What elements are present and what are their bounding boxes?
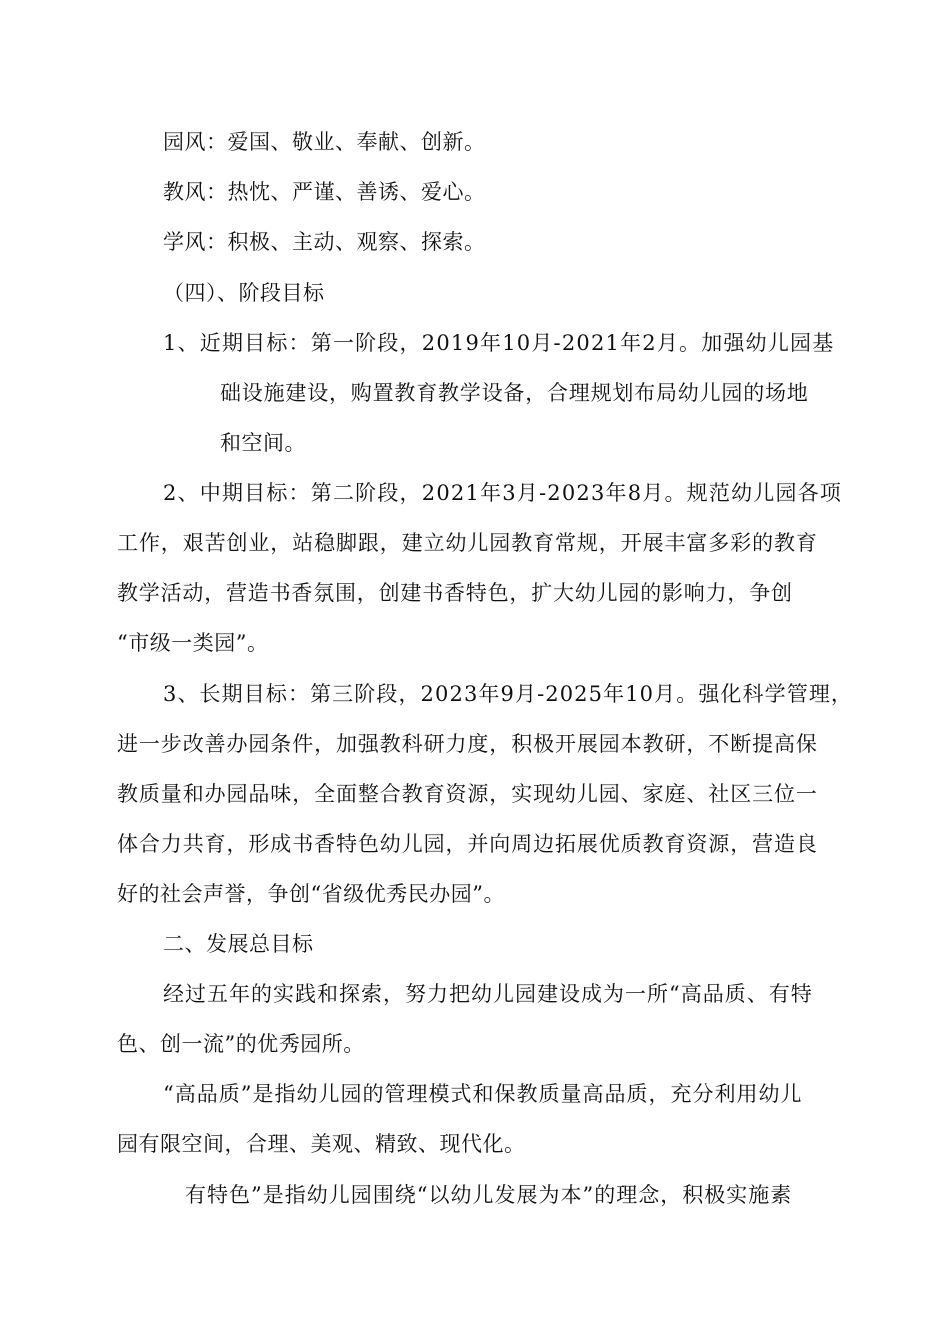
long-term-goal-line-1: 3、长期目标：第三阶段，2023年9月-2025年10月。强化科学管理，: [163, 682, 854, 706]
mid-term-goal-line-2: 工作，艰苦创业，站稳脚跟，建立幼儿园教育常规，开展丰富多彩的教育: [117, 531, 818, 555]
overall-goal-line-2: 色、创一流”的优秀园所。: [117, 1032, 365, 1056]
long-term-goal-line-5: 好的社会声誉，争创“省级优秀民办园”。: [117, 882, 505, 906]
section-heading-overall-goal: 二、发展总目标: [163, 932, 314, 956]
high-quality-line-1: “高品质”是指幼儿园的管理模式和保教质量高品质，充分利用幼儿: [163, 1082, 803, 1106]
mid-term-goal-line-3: 教学活动，营造书香氛围，创建书香特色，扩大幼儿园的影响力，争创: [117, 581, 793, 605]
long-term-goal-line-2: 进一步改善办园条件，加强教科研力度，积极开展园本教研，不断提高保: [117, 732, 818, 756]
overall-goal-line-1: 经过五年的实践和探索，努力把幼儿园建设成为一所“高品质、有特: [163, 982, 813, 1006]
motto-garden-style: 园风：爱国、敬业、奉献、创新。: [163, 130, 486, 154]
motto-learning-style: 学风：积极、主动、观察、探索。: [163, 230, 486, 254]
distinctive-line-1: 有特色”是指幼儿园围绕“以幼儿发展为本”的理念，积极实施素: [185, 1183, 793, 1207]
short-term-goal-line-2: 础设施建设，购置教育教学设备，合理规划布局幼儿园的场地: [220, 381, 809, 405]
motto-teaching-style: 教风：热忱、严谨、善诱、爱心。: [163, 180, 486, 204]
short-term-goal-line-3: 和空间。: [220, 431, 306, 455]
long-term-goal-line-3: 教质量和办园品味，全面整合教育资源，实现幼儿园、家庭、社区三位一: [117, 782, 818, 806]
mid-term-goal-line-4: “市级一类园”。: [117, 631, 269, 655]
high-quality-line-2: 园有限空间，合理、美观、精致、现代化。: [117, 1132, 526, 1156]
mid-term-goal-line-1: 2、中期目标：第二阶段，2021年3月-2023年8月。规范幼儿园各项: [163, 481, 843, 505]
long-term-goal-line-4: 体合力共育，形成书香特色幼儿园，并向周边拓展优质教育资源，营造良: [117, 832, 818, 856]
section-heading-stage-goals: （四）、阶段目标: [163, 281, 325, 305]
short-term-goal-line-1: 1、近期目标：第一阶段，2019年10月-2021年2月。加强幼儿园基: [163, 331, 835, 355]
